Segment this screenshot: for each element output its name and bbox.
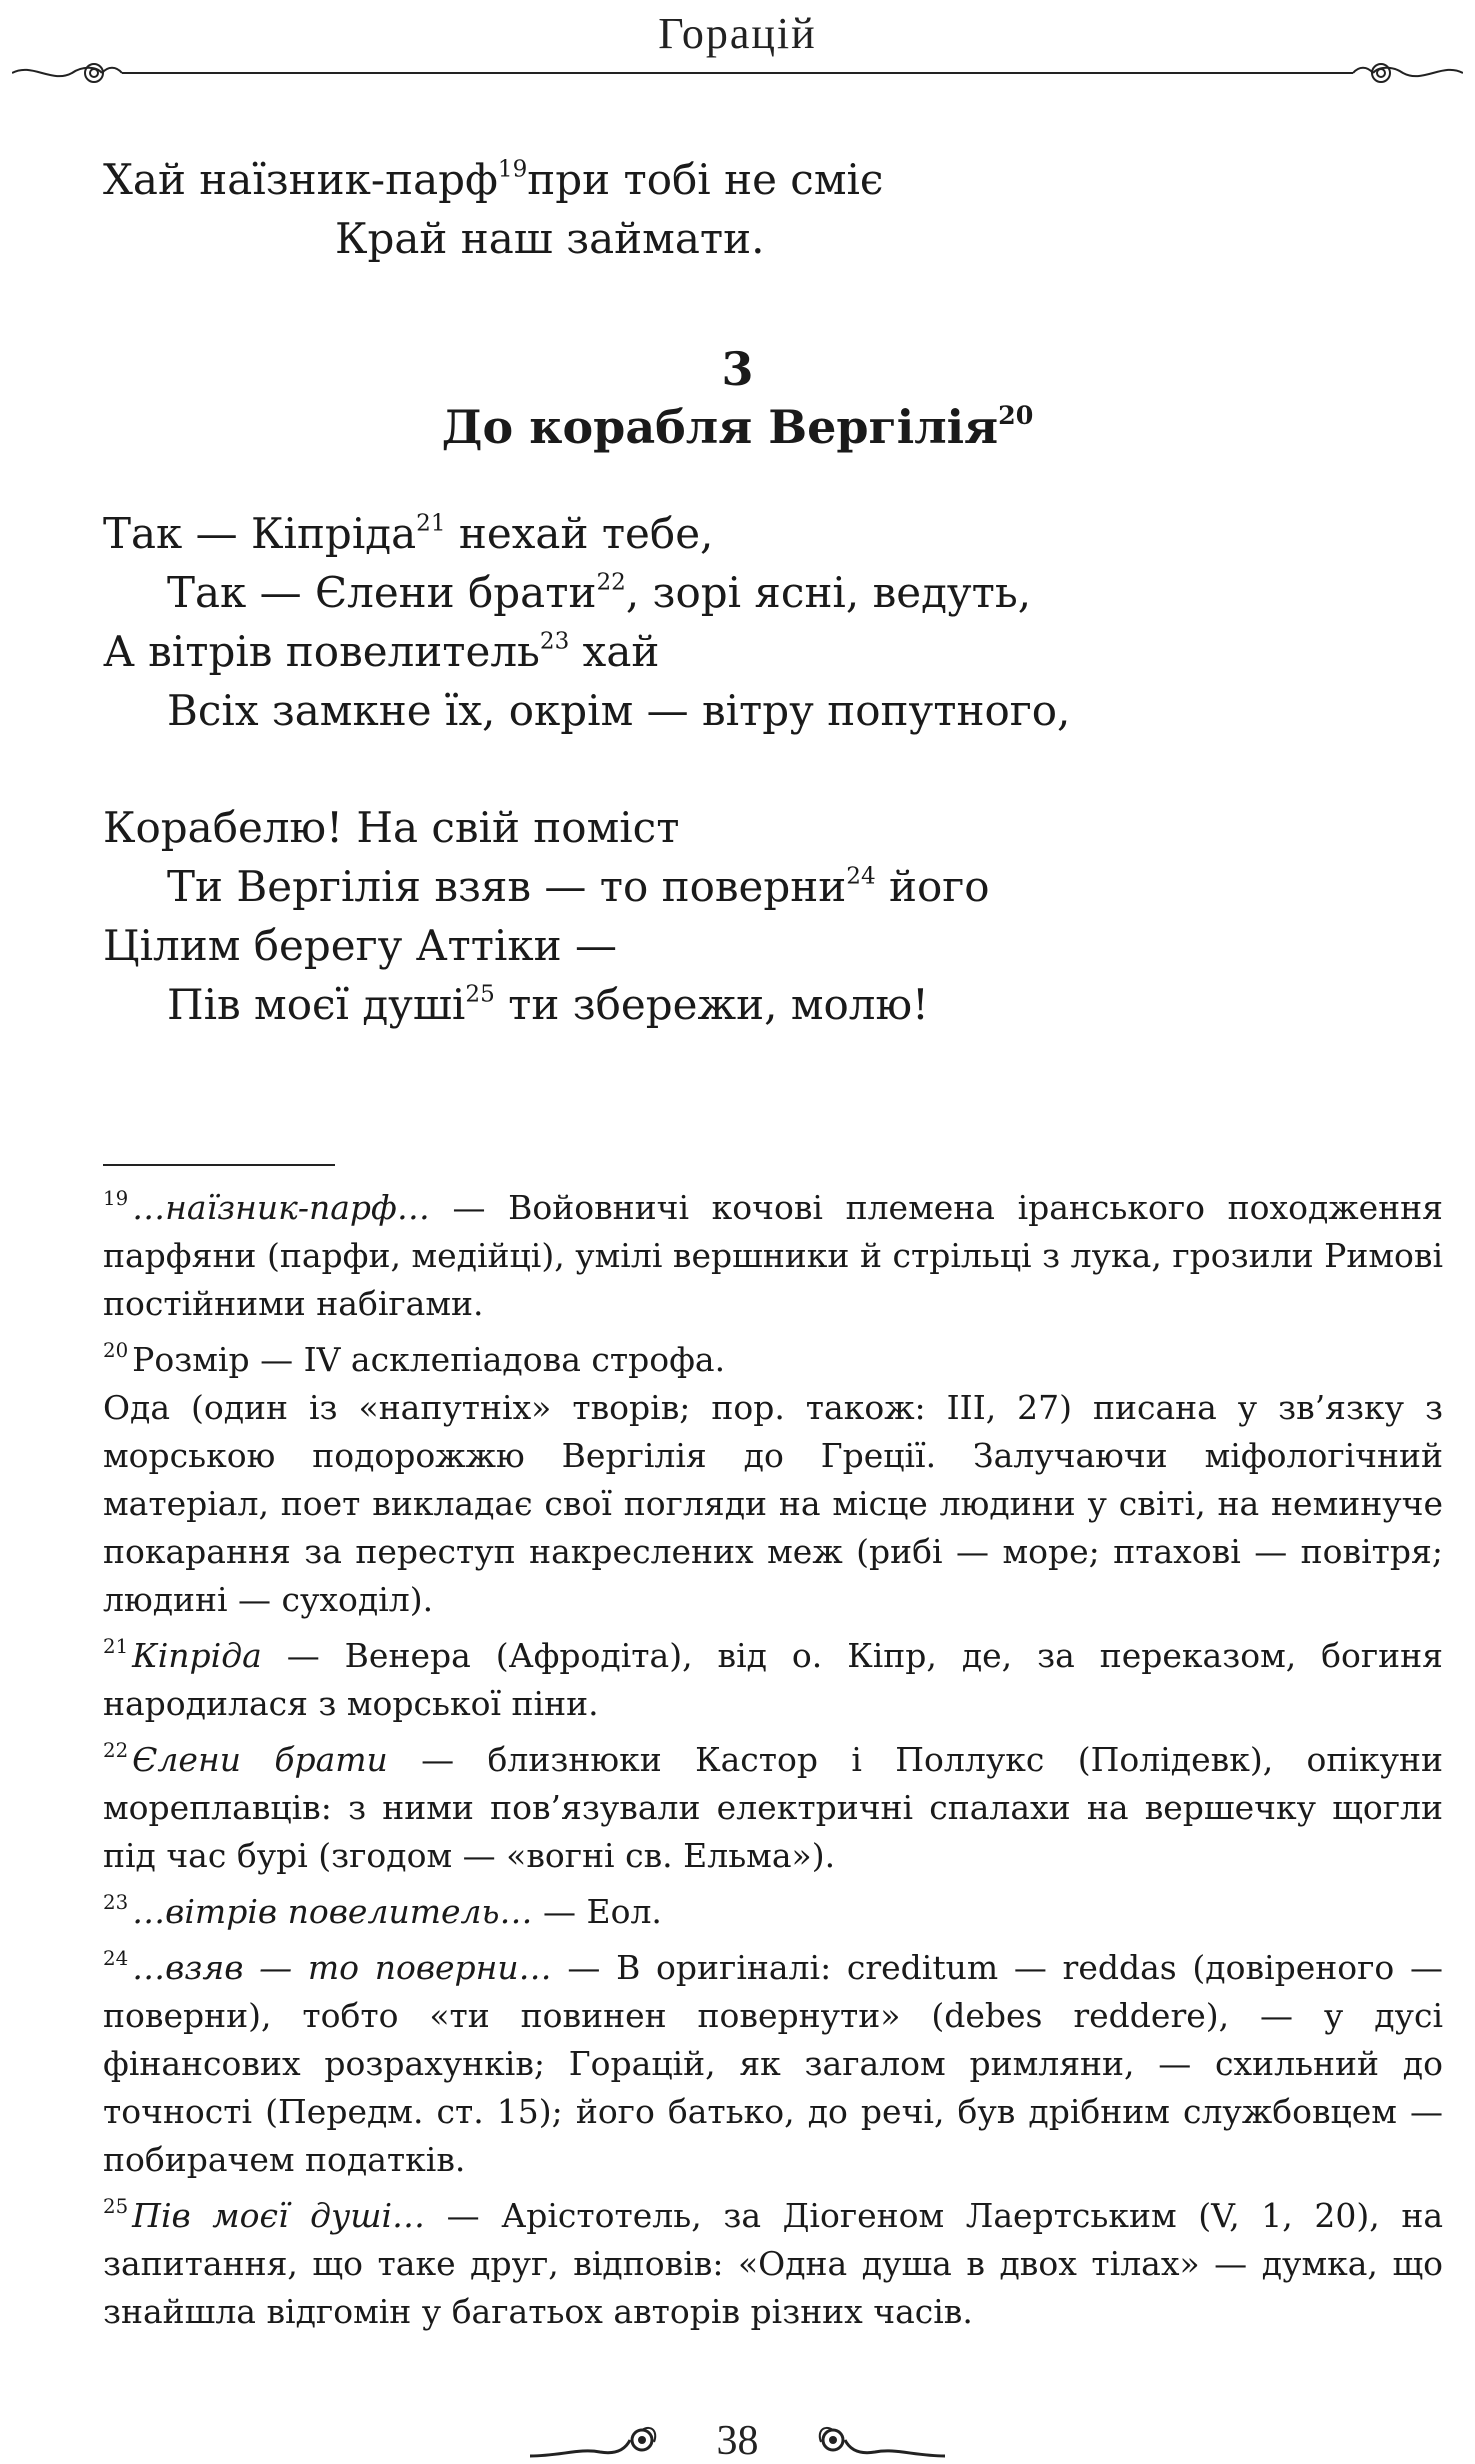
verse-line: Так — Єлени брати$^{22}$, зорі ясні, ведуть, [167, 568, 1032, 617]
ode-number: 3 [721, 342, 754, 396]
footnote-ref: 20 [998, 400, 1034, 431]
footnote-22: $^{22}$ Єлени брати — близнюки Кастор і Поллукс (Полідевк), опікуни мореплавців: з ними пов’язували електричні спалахи на вершечку щогли під час бурі (згодом — «вогні св. Ельма»). [103, 1739, 1444, 1875]
page-number: 38 [716, 2418, 759, 2464]
footnote-20: $^{20}$ Розмір — IV асклепіадова строфа. Ода (один із «напутніх» творів; пор. також: III, 27) писана у зв’язку з морською подорожжю Вергілія до Греції. Залучаючи міфологічний матеріал, поет викладає свої погляди на місце людини у світі, на неминуче покарання за переступ накреслених меж (рибі — море; птахові — повітря; людині — суходіл). [103, 1336, 1443, 1624]
footnote-ref: 22 [596, 569, 626, 596]
verse-line: Всіх замкне їх, окрім — вітру попутного, [167, 686, 1071, 735]
right-flourish-ornament [1353, 64, 1463, 82]
stanza-2 [103, 798, 990, 1034]
ode-title: До корабля Вергілія$^{20}$ [441, 400, 1034, 454]
footnote-20-continuation: Ода (один із «напутніх» творів; пор. також: III, 27) писана у зв’язку з морською подорожжю Вергілія до Греції. Залучаючи міфологічний матеріал, поет викладає свої погляди на місце людини у світі, на неминуче покарання за переступ накреслених меж (рибі — море; птахові — повітря; людині — суходіл). [103, 1388, 1443, 1619]
footnote-ref: 25 [465, 981, 495, 1008]
page-footer [0, 2418, 1475, 2464]
footnote-21: $^{21}$ Кіпріда — Венера (Афродіта), від о. Кіпр, де, за переказом, богиня народилася з морської піни. [103, 1635, 1443, 1723]
footnote-ref: 24 [846, 863, 876, 890]
header-ornament-rule [12, 56, 1463, 96]
footnote-23: $^{23}$ …вітрів повелитель… — Еол. [103, 1891, 662, 1931]
previous-poem-ending [103, 150, 883, 268]
footnote-ref: 19 [497, 156, 528, 183]
right-folio-ornament [815, 2422, 945, 2462]
verse-line: Так — Кіпріда$^{21}$ нехай тебе, [103, 509, 714, 558]
verse-line: Край наш займати. [335, 214, 765, 263]
footnote-separator [103, 1164, 335, 1166]
verse-line: Хай наїзник-парф$^{19}$при тобі не сміє [103, 155, 884, 204]
verse-line: Корабелю! На свій поміст [103, 803, 680, 852]
verse-line: Пів моєї душі$^{25}$ ти збережи, молю! [167, 980, 929, 1029]
verse-line: А вітрів повелитель$^{23}$ хай [103, 627, 660, 676]
footnote-24: $^{24}$ …взяв — то поверни… — В оригіналі: creditum — reddas (довіреного — поверни), тобто «ти повинен повернути» (debes reddere), — у дусі фінансових розрахунків; Горацій, як загалом римляни, — схильний до точності (Передм. ст. 15); його батько, до речі, був дрібним службовцем — побирачем податків. [103, 1947, 1443, 2179]
verse-line: Ти Вергілія взяв — то поверни$^{24}$ його [167, 862, 990, 911]
footnote-ref: 23 [539, 628, 570, 655]
footnote-25: $^{25}$ Пів моєї душі… — Арістотель, за Діогеном Лаертським (V, 1, 20), на запитання, що таке друг, відповів: «Одна душа в двох тілах» — думка, що знайшла відгомін у багатьох авторів різних часів. [103, 2195, 1443, 2331]
footnote-19: $^{19}$ …наїзник-парф… — Войовничі кочові племена іранського походження парфяни (парфи, медійці), умілі вершники й стрільці з лука, грозили Римові постійними набігами. [103, 1187, 1443, 1323]
verse-line: Цілим берегу Аттіки — [103, 921, 618, 970]
left-flourish-ornament [12, 64, 122, 82]
footnotes [103, 1184, 1443, 2344]
running-head: Горацій [658, 9, 817, 58]
footnote-ref: 21 [416, 510, 446, 537]
stanza-1 [103, 504, 1070, 740]
